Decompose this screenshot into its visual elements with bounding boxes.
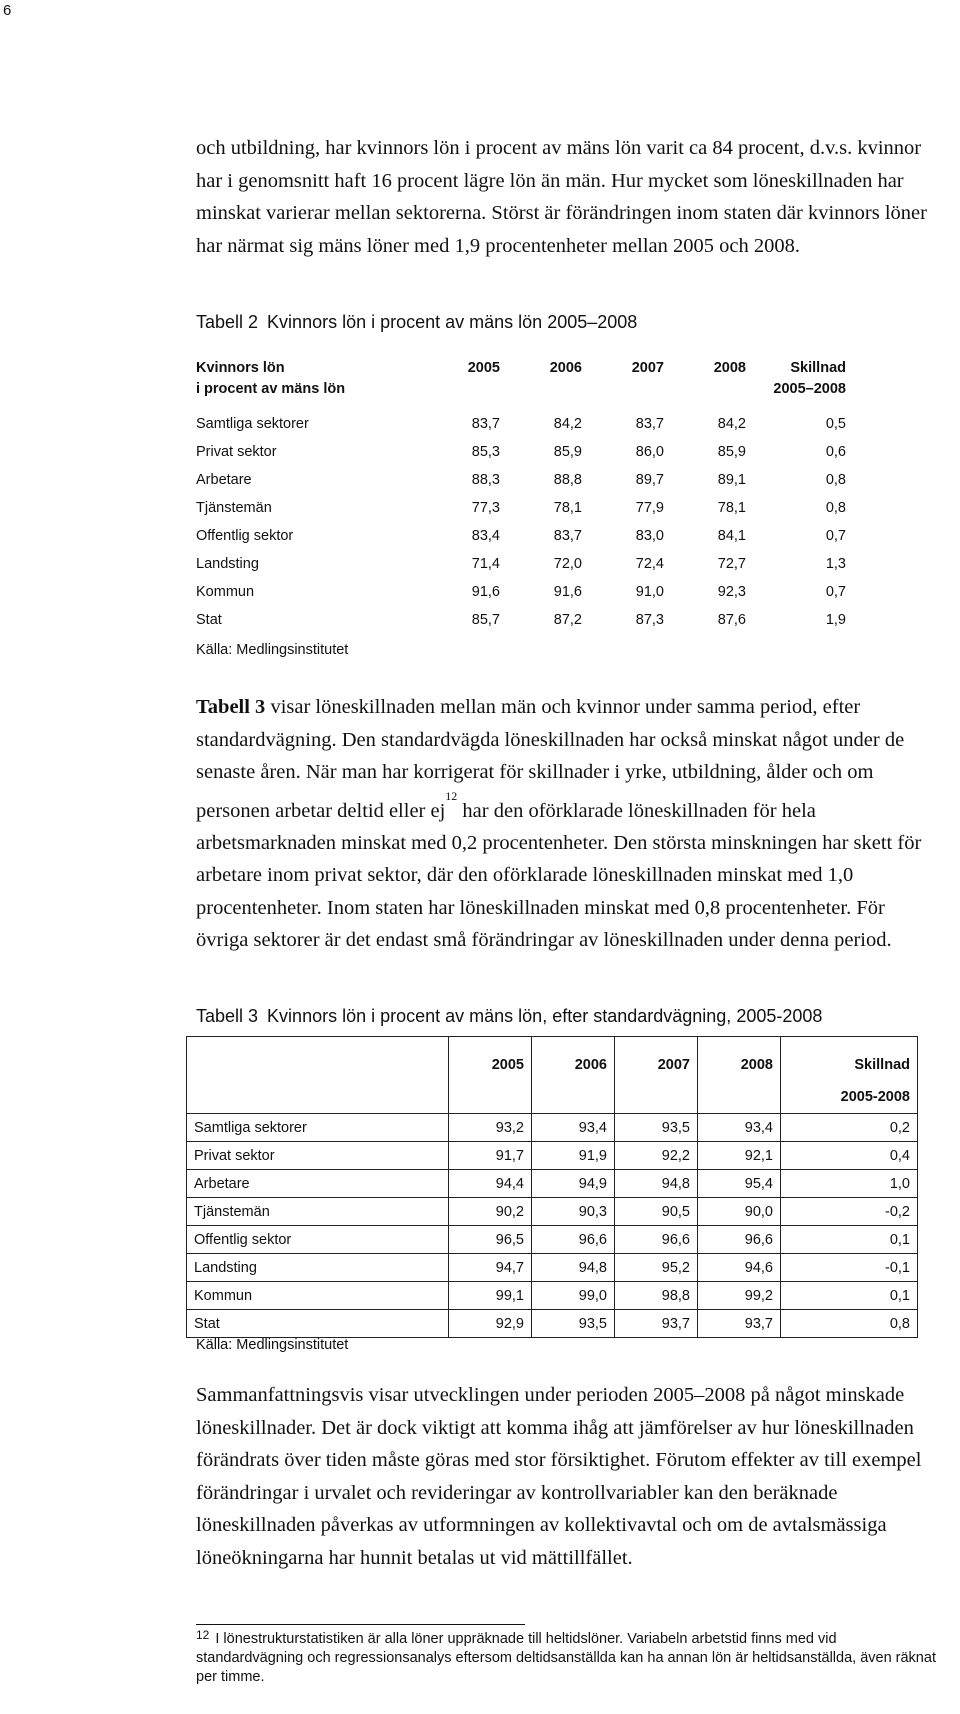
table3-cell: 91,9: [532, 1142, 615, 1170]
table3-paragraph-text: visar löneskillnaden mellan män och kvinnor under samma period, efter standardvägning. Den standardvägda löneskillnaden har också minskat något under de senaste åren. När man har korrigerat för skillnader i yrke, utbildning, ålder och om personen arbetar deltid eller ej: [196, 696, 905, 822]
table3-row-label: Privat sektor: [187, 1142, 449, 1170]
table2-diff-cell: 0,6: [825, 444, 846, 460]
table3-cell: 99,0: [532, 1282, 615, 1310]
table3-cell: 95,2: [615, 1254, 698, 1282]
page-number: 6: [3, 2, 12, 19]
table3-header-label: [187, 1037, 449, 1114]
table3-diff-cell: 0,4: [781, 1142, 918, 1170]
table2-row-label: Landsting: [196, 556, 259, 572]
table2-cell: 85,9: [717, 444, 746, 460]
table2-cell: 92,3: [717, 584, 746, 600]
table3-cell: 90,0: [698, 1198, 781, 1226]
summary-paragraph: Sammanfattningsvis visar utvecklingen under perioden 2005–2008 på något minskade löneskillnader. Det är dock viktigt att komma ihåg att jämförelser av hur löneskillnaden förändrats över tiden måste göras med stor försiktighet. Förutom effekter av till exempel förändringar i urvalet och revideringar av kontrollvariabler kan den beräknade löneskillnaden påverkas av utformningen av kollektivavtal och om de avtalsmässiga löneökningarna har hunnit betalas ut vid mättillfället.: [196, 1384, 922, 1569]
footnote-divider: [196, 1624, 525, 1625]
table2-cell: 86,0: [635, 444, 664, 460]
table3-cell: 94,8: [615, 1170, 698, 1198]
table2-cell: 85,9: [553, 444, 582, 460]
table2-cell: 88,3: [471, 472, 500, 488]
table2-row-label: Privat sektor: [196, 444, 277, 460]
footnote: [196, 1630, 936, 1687]
table3-header-row: [187, 1037, 918, 1114]
table3-caption-title: Kvinnors lön i procent av mäns lön, efter standardvägning, 2005-2008: [267, 1006, 823, 1026]
table3-header-diff: [781, 1037, 918, 1114]
table3-cell: 92,1: [698, 1142, 781, 1170]
table2-header-year: 2006: [549, 360, 582, 376]
table3-row: [187, 1114, 918, 1142]
table2-cell: 88,8: [553, 472, 582, 488]
table3-header-year: 2008: [698, 1037, 781, 1114]
table3-row-label: Stat: [187, 1310, 449, 1338]
table2-cell: 72,4: [635, 556, 664, 572]
table2-cell: 91,6: [553, 584, 582, 600]
table3-cell: 90,5: [615, 1198, 698, 1226]
table2-row: [196, 550, 846, 578]
table3-cell: 95,4: [698, 1170, 781, 1198]
table2-row: [196, 578, 846, 606]
table3-diff-cell: 0,8: [781, 1310, 918, 1338]
table2-cell: 77,3: [471, 500, 500, 516]
table2-cell: 87,3: [635, 612, 664, 628]
table3-row: [187, 1226, 918, 1254]
table2-row: [196, 606, 846, 634]
table2-cell: 87,2: [553, 612, 582, 628]
table2-cell: 78,1: [717, 500, 746, 516]
footnote-number: 12: [196, 1628, 210, 1642]
table3-row: [187, 1282, 918, 1310]
table3-cell: 94,7: [449, 1254, 532, 1282]
table2-cell: 85,3: [471, 444, 500, 460]
table2-diff-cell: 0,7: [825, 584, 846, 600]
table3-header-diff-line1: Skillnad: [854, 1057, 910, 1073]
table3-cell: 94,9: [532, 1170, 615, 1198]
table2-cell: 83,7: [553, 528, 582, 544]
table3: [186, 1036, 918, 1338]
table3-row: [187, 1198, 918, 1226]
table2-cell: 91,6: [471, 584, 500, 600]
table2-cell: 83,4: [471, 528, 500, 544]
table3-row-label: Tjänstemän: [187, 1198, 449, 1226]
table3-cell: 92,2: [615, 1142, 698, 1170]
table3-header-diff-line2: 2005-2008: [840, 1089, 910, 1105]
table2-diff-cell: 0,7: [825, 528, 846, 544]
table2-row: [196, 522, 846, 550]
table2-row-label: Kommun: [196, 584, 255, 600]
table2-cell: 77,9: [635, 500, 664, 516]
table3-source: Källa: Medlingsinstitutet: [196, 1337, 349, 1353]
footnote-reference: 12: [445, 788, 458, 803]
table2-row-label: Arbetare: [196, 472, 252, 488]
table3-diff-cell: -0,1: [781, 1254, 918, 1282]
table3-cell: 94,4: [449, 1170, 532, 1198]
table2-row-label: Offentlig sektor: [196, 528, 294, 544]
table3-cell: 90,2: [449, 1198, 532, 1226]
table2-row: [196, 438, 846, 466]
table2-cell: 83,7: [635, 416, 664, 432]
table2-source: Källa: Medlingsinstitutet: [196, 642, 349, 658]
table3-cell: 96,6: [615, 1226, 698, 1254]
table2-caption-number: Tabell 2: [196, 312, 259, 332]
table2-header-diff: [746, 358, 846, 410]
table3-diff-cell: 0,1: [781, 1226, 918, 1254]
table3-row: [187, 1254, 918, 1282]
table3-row: [187, 1142, 918, 1170]
table2-header-year: 2007: [631, 360, 664, 376]
table2-cell: 71,4: [471, 556, 500, 572]
table3-reference: Tabell 3: [196, 696, 266, 718]
table3-paragraph: [196, 691, 936, 957]
table3-cell: 99,1: [449, 1282, 532, 1310]
table3-cell: 96,5: [449, 1226, 532, 1254]
table3-header-year: 2007: [615, 1037, 698, 1114]
footnote-text: I lönestrukturstatistiken är alla löner uppräknade till heltidslöner. Variabeln arbetstid finns med vid standardvägning och regressionsanalys eftersom deltidsanställda kan ha annan lön är heltidsanställda, även räknat per timme.: [196, 1631, 936, 1685]
table3-cell: 96,6: [698, 1226, 781, 1254]
table2-header-diff-line2: 2005–2008: [773, 381, 846, 397]
table2-diff-cell: 0,8: [825, 472, 846, 488]
table2-header-year: 2005: [467, 360, 500, 376]
table2-cell: 89,7: [635, 472, 664, 488]
table3-row-label: Samtliga sektorer: [187, 1114, 449, 1142]
table2-row-label: Samtliga sektorer: [196, 416, 309, 432]
table3-row-label: Kommun: [187, 1282, 449, 1310]
table2-header-label-line2: i procent av mäns lön: [196, 381, 346, 397]
table2-cell: 72,0: [553, 556, 582, 572]
table2-cell: 72,7: [717, 556, 746, 572]
table3-caption: [196, 1006, 822, 1027]
table2-cell: 84,2: [553, 416, 582, 432]
table3-cell: 93,4: [698, 1114, 781, 1142]
table3-row-label: Arbetare: [187, 1170, 449, 1198]
table2-row: [196, 466, 846, 494]
table2-cell: 89,1: [717, 472, 746, 488]
table2-row: [196, 410, 846, 438]
table3-diff-cell: 1,0: [781, 1170, 918, 1198]
table2-header-label: [196, 358, 418, 410]
table2-cell: 78,1: [553, 500, 582, 516]
table3-header-year: 2005: [449, 1037, 532, 1114]
table3-cell: 93,5: [615, 1114, 698, 1142]
table2-header-row: [196, 358, 846, 410]
table2-cell: 83,7: [471, 416, 500, 432]
table3-cell: 93,7: [615, 1310, 698, 1338]
table2-header-label-line1: Kvinnors lön: [196, 360, 285, 376]
table3-cell: 91,7: [449, 1142, 532, 1170]
table2-row-label: Tjänstemän: [196, 500, 272, 516]
table2-cell: 87,6: [717, 612, 746, 628]
table2-cell: 85,7: [471, 612, 500, 628]
table3-cell: 94,8: [532, 1254, 615, 1282]
table2-cell: 84,1: [717, 528, 746, 544]
table3-row-label: Landsting: [187, 1254, 449, 1282]
table3-cell: 94,6: [698, 1254, 781, 1282]
table3-row: [187, 1170, 918, 1198]
table3-cell: 98,8: [615, 1282, 698, 1310]
table2-row-label: Stat: [196, 612, 222, 628]
table3-cell: 93,2: [449, 1114, 532, 1142]
table2-cell: 91,0: [635, 584, 664, 600]
table3-cell: 90,3: [532, 1198, 615, 1226]
table3-row: [187, 1310, 918, 1338]
table2-caption-title: Kvinnors lön i procent av mäns lön 2005–2008: [267, 312, 638, 332]
table3-cell: 96,6: [532, 1226, 615, 1254]
table2-caption: [196, 312, 637, 333]
table3-diff-cell: -0,2: [781, 1198, 918, 1226]
table2-cell: 83,0: [635, 528, 664, 544]
table2-diff-cell: 1,3: [825, 556, 846, 572]
table3-paragraph-text-cont: har den oförklarade löneskillnaden för hela arbetsmarknaden minskat med 0,2 procentenheter. Den största minskningen har skett för arbetare inom privat sektor, där den oförklarade löneskillnaden minskat med 1,0 procentenheter. Inom staten har löneskillnaden minskat med 0,8 procentenheter. För övriga sektorer är det endast små förändringar av löneskillnaden under denna period.: [196, 799, 922, 952]
table3-diff-cell: 0,1: [781, 1282, 918, 1310]
table2-diff-cell: 1,9: [825, 612, 846, 628]
table3-cell: 93,4: [532, 1114, 615, 1142]
table2-cell: 84,2: [717, 416, 746, 432]
intro-paragraph: och utbildning, har kvinnors lön i procent av mäns lön varit ca 84 procent, d.v.s. kvinnor har i genomsnitt haft 16 procent lägre lön än män. Hur mycket som löneskillnaden har minskat varierar mellan sektorerna. Störst är förändringen inom staten där kvinnors löner har närmat sig mäns löner med 1,9 procentenheter mellan 2005 och 2008.: [196, 137, 927, 257]
table2-header-year: 2008: [713, 360, 746, 376]
table3-cell: 99,2: [698, 1282, 781, 1310]
table3-cell: 92,9: [449, 1310, 532, 1338]
table2-diff-cell: 0,8: [825, 500, 846, 516]
table2-diff-cell: 0,5: [825, 416, 846, 432]
table3-row-label: Offentlig sektor: [187, 1226, 449, 1254]
table2-header-diff-line1: Skillnad: [790, 360, 846, 376]
table2: [196, 358, 846, 634]
table3-cell: 93,7: [698, 1310, 781, 1338]
table3-caption-number: Tabell 3: [196, 1006, 259, 1026]
table3-cell: 93,5: [532, 1310, 615, 1338]
table2-row: [196, 494, 846, 522]
table3-diff-cell: 0,2: [781, 1114, 918, 1142]
table3-header-year: 2006: [532, 1037, 615, 1114]
